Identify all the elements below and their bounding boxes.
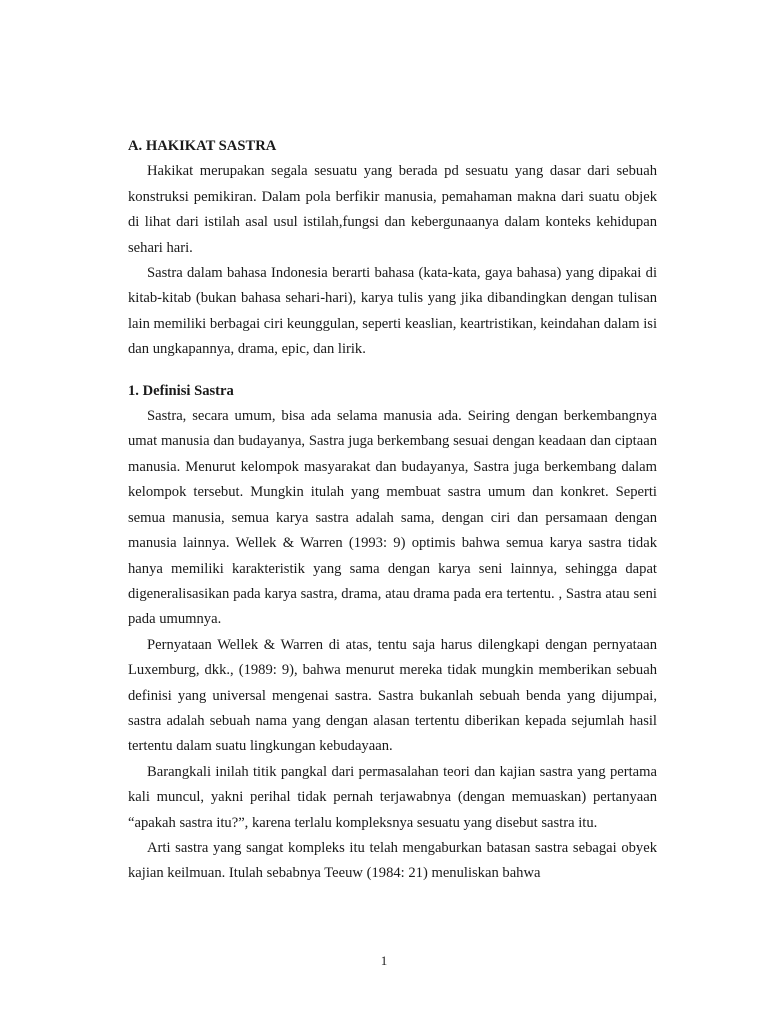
paragraph: Arti sastra yang sangat kompleks itu telah mengaburkan batasan sastra sebagai obyek kajian keilmuan. Itulah sebabnya Teeuw (1984: 21) menuliskan bahwa xyxy=(128,839,657,882)
section-heading: A. HAKIKAT SASTRA xyxy=(128,138,277,154)
paragraph: Sastra dalam bahasa Indonesia berarti bahasa (kata-kata, gaya bahasa) yang dipakai di kitab-kitab (bukan bahasa sehari-hari), karya tulis yang jika dibandingkan dengan tulisan lain memiliki berbagai ciri keunggulan, seperti keaslian, keartristikan, keindahan dalam isi dan ungkapannya, drama, epic, dan lirik. xyxy=(128,265,657,358)
page-number: 1 xyxy=(380,953,388,968)
paragraph: Sastra, secara umum, bisa ada selama manusia ada. Seiring dengan berkembangnya umat manusia dan budayanya, Sastra juga berkembang sesuai dengan keadaan dan ciptaan manusia. Menurut kelompok masyarakat dan budayanya, Sastra juga berkembang dalam kelompok tersebut. Mungkin itulah yang membuat sastra umum dan konkret. Seperti semua manusia, semua karya sastra adalah sama, dengan ciri dan persamaan dengan manusia lainnya. Wellek & Warren (1993: 9) optimis bahwa semua karya sastra tidak hanya memiliki karakteristik yang sama dengan karya seni lainnya, sehingga dapat digeneralisasikan pada karya sastra, drama, atau drama pada era tertentu. , Sastra atau seni pada umumnya. xyxy=(128,408,657,628)
section-spacer xyxy=(128,363,657,379)
paragraph: Hakikat merupakan segala sesuatu yang berada pd sesuatu yang dasar dari sebuah konstruksi pemikiran. Dalam pola berfikir manusia, pemahaman makna dari suatu objek di lihat dari istilah asal usul istilah,fungsi dan kebergunaanya dalam konteks kehidupan sehari hari. xyxy=(128,163,657,256)
subsection-heading: 1. Definisi Sastra xyxy=(128,382,234,399)
paragraph: Pernyataan Wellek & Warren di atas, tentu saja harus dilengkapi dengan pernyataan Luxemburg, dkk., (1989: 9), bahwa menurut mereka tidak mungkin memberikan sebuah definisi yang universal mengenai sastra. Sastra bukanlah sebuah benda yang dijumpai, sastra adalah sebuah nama yang dengan alasan tertentu diberikan kepada sejumlah hasil tertentu dalam suatu lingkungan kebudayaan. xyxy=(128,636,657,755)
paragraph: Barangkali inilah titik pangkal dari permasalahan teori dan kajian sastra yang pertama kali muncul, yakni perihal tidak pernah terjawabnya (dengan memuaskan) pertanyaan “apakah sastra itu?”, karena terlalu kompleksnya sesuatu yang disebut sastra itu. xyxy=(128,763,657,831)
document-body xyxy=(128,134,657,887)
